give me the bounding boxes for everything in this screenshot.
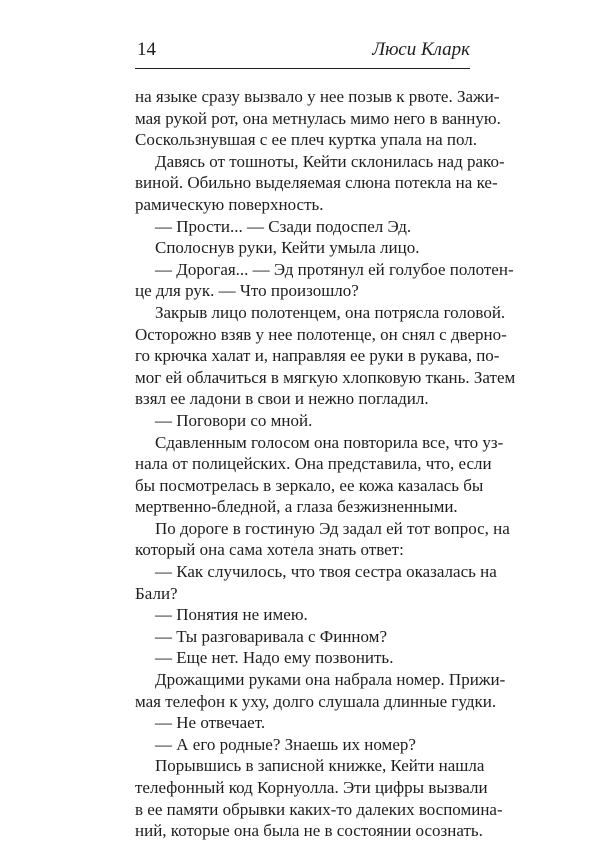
running-title: Люси Кларк <box>372 39 470 60</box>
text-line: Давясь от тошноты, Кейти склонилась над рако- <box>155 151 505 171</box>
paragraph <box>135 237 470 259</box>
text-line: нала от полицейских. Она представила, что, если <box>135 454 492 474</box>
paragraph <box>135 604 470 626</box>
paragraph <box>135 561 497 604</box>
paragraph <box>135 151 505 216</box>
paragraph <box>135 518 510 561</box>
text-line: Дрожащими руками она набрала номер. Прижи- <box>155 670 506 690</box>
text-line: Порывшись в записной книжке, Кейти нашла <box>155 756 485 776</box>
page-header <box>135 30 470 64</box>
text-line: Бали? <box>135 583 178 603</box>
paragraph <box>135 86 501 151</box>
text-line: — Ты разговаривала с Финном? <box>155 626 387 646</box>
paragraph <box>135 216 470 238</box>
paragraph <box>135 259 514 302</box>
text-line: — Поговори со мной. <box>155 410 313 430</box>
text-line: мог ей облачиться в мягкую хлопковую ткань. Затем <box>135 367 516 387</box>
paragraph <box>135 410 470 432</box>
paragraph <box>135 734 470 756</box>
text-line: взял ее ладони в свои и нежно погладил. <box>135 389 429 409</box>
text-line: Сполоснув руки, Кейти умыла лицо. <box>155 238 420 258</box>
text-line: мертвенно-бледной, а глаза безжизненными. <box>135 497 458 517</box>
text-line: — А его родные? Знаешь их номер? <box>155 734 416 754</box>
text-line: мая телефон к уху, долго слушала длинные гудки. <box>135 691 497 711</box>
text-line: который она сама хотела знать ответ: <box>135 540 404 560</box>
body-text <box>135 86 516 842</box>
text-line: — Не отвечает. <box>155 713 266 733</box>
text-line: на языке сразу вызвало у нее позыв к рвоте. Зажи- <box>135 87 500 106</box>
text-line: це для рук. — Что произошло? <box>135 281 359 301</box>
text-line: рамическую поверхность. <box>135 194 324 214</box>
text-line: Соскользнувшая с ее плеч куртка упала на пол. <box>135 130 477 150</box>
paragraph <box>135 626 470 648</box>
header-rule <box>135 68 470 69</box>
text-line: Осторожно взяв у нее полотенце, он снял с дверно- <box>135 324 507 344</box>
paragraph <box>135 669 506 712</box>
text-line: виной. Обильно выделяемая слюна потекла на ке- <box>135 173 498 193</box>
text-line: ний, которые она была не в состоянии осознать. <box>135 821 483 841</box>
text-line: бы посмотрелась в зеркало, ее кожа казалась бы <box>135 475 484 495</box>
paragraph <box>135 712 470 734</box>
page-number: 14 <box>137 39 156 60</box>
paragraph <box>135 647 470 669</box>
text-line: — Как случилось, что твоя сестра оказалась на <box>155 562 497 582</box>
text-line: телефонный код Корнуолла. Эти цифры вызвали <box>135 778 488 797</box>
text-line: По дороге в гостиную Эд задал ей тот вопрос, на <box>155 518 510 538</box>
text-line: — Еще нет. Надо ему позвонить. <box>155 648 394 668</box>
text-line: в ее памяти обрывки каких-то далеких воспомина- <box>135 799 503 819</box>
paragraph <box>135 302 516 410</box>
paragraph <box>135 432 504 518</box>
text-line: Закрыв лицо полотенцем, она потрясла головой. <box>155 302 506 322</box>
paragraph <box>135 755 503 841</box>
text-line: — Дорогая... — Эд протянул ей голубое полотен- <box>155 259 514 279</box>
text-line: Сдавленным голосом она повторила все, что уз- <box>155 432 504 452</box>
text-line: — Понятия не имею. <box>155 605 308 625</box>
text-line: мая рукой рот, она метнулась мимо него в ванную. <box>135 108 501 128</box>
text-line: — Прости... — Сзади подоспел Эд. <box>155 216 412 236</box>
text-line: го крючка халат и, направляя ее руки в рукава, по- <box>135 346 500 366</box>
